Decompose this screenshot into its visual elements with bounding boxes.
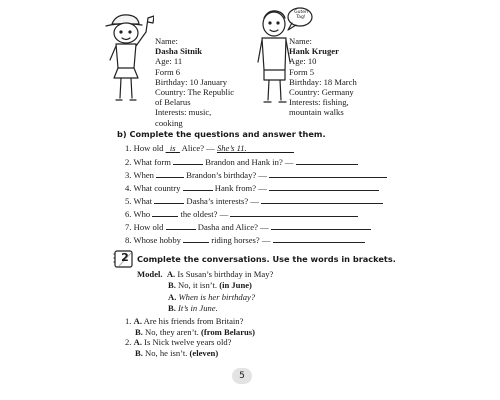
profile-form: Form 5 (289, 66, 315, 77)
answer-blank[interactable] (183, 182, 213, 191)
question-text: the oldest? — (178, 209, 231, 219)
profile-name: Hank Kruger (289, 46, 339, 57)
question-text: When (133, 170, 157, 180)
question-text: How old (133, 222, 166, 232)
question-number: 8. (125, 235, 132, 245)
answer-blank[interactable] (261, 195, 383, 204)
line-text: No, they aren’t. (145, 326, 199, 337)
item-number: 1. (125, 316, 132, 326)
profile-birthday: Birthday: 10 January (155, 76, 228, 87)
line-text: Is Nick twelve years old? (144, 337, 232, 347)
girl-illustration (98, 6, 154, 106)
answer-blank[interactable] (152, 208, 178, 217)
profile-form: Form 6 (155, 66, 181, 77)
question-text: Whose hobby (133, 235, 184, 245)
item-number: 2. (125, 337, 132, 347)
line-text: Are his friends from Britain? (143, 316, 244, 326)
question-number: 7. (125, 222, 132, 232)
question-number: 5. (125, 196, 132, 206)
profile-birthday: Birthday: 18 March (289, 76, 357, 87)
bracket-hint: (from Belarus) (200, 326, 256, 337)
line-text: No, he isn’t. (145, 347, 188, 358)
question-text: What (133, 196, 155, 206)
question-8 (125, 234, 365, 245)
profile-country: Country: Germany (289, 87, 354, 98)
question-text: Hank from? — (212, 183, 269, 193)
profile-interests: Interests: fishing, (289, 97, 349, 108)
profile-interests-cont: mountain walks (289, 107, 344, 118)
question-text: How old (133, 143, 166, 153)
answer-blank[interactable] (173, 156, 203, 165)
profile-country: Country: The Republic (155, 87, 235, 98)
profile-name: Dasha Sitnik (155, 46, 203, 57)
speaker-a: A. (133, 316, 142, 326)
answer-blank[interactable] (269, 182, 379, 191)
question-text: Who (133, 209, 153, 219)
question-6 (125, 208, 358, 219)
profile-age: Age: 10 (289, 56, 317, 67)
speaker-b: B. (135, 326, 143, 337)
answer-blank[interactable] (230, 208, 358, 217)
question-text: What country (133, 183, 183, 193)
question-4 (125, 182, 379, 193)
question-text: Brandon and Hank in? — (203, 157, 296, 167)
line-text: When is her birthday? (178, 292, 256, 302)
bracket-hint: (eleven) (189, 347, 219, 358)
speaker-a: A. (133, 337, 142, 347)
exercise-2-heading: Complete the conversations. Use the words in brackets. (137, 254, 396, 264)
profile-interests-cont: cooking (155, 117, 183, 128)
speaker-b: B. (168, 279, 176, 290)
model-conversation (137, 269, 273, 290)
question-number: 2. (125, 157, 132, 167)
speaker-a: A. (166, 269, 176, 279)
answer-text: She’s 11. (216, 143, 247, 153)
profile-age: Age: 11 (155, 56, 183, 67)
question-2 (125, 156, 358, 167)
answer-blank[interactable] (273, 234, 365, 243)
profile-hank (289, 36, 414, 118)
speaker-b: B. (135, 347, 143, 358)
question-number: 6. (125, 209, 132, 219)
line-text: No, it isn’t. (178, 279, 218, 290)
answer-blank[interactable] (154, 195, 184, 204)
answer-blank[interactable] (166, 221, 196, 230)
question-text: Brandon’s birthday? — (184, 170, 270, 180)
question-1 (125, 143, 294, 153)
question-text: Alice? — (179, 143, 217, 153)
exercise-number: 2 (121, 251, 129, 264)
filled-blank: is (169, 143, 176, 153)
question-3 (125, 169, 387, 180)
question-text: riding horses? — (209, 235, 273, 245)
question-7 (125, 221, 371, 232)
model-label: Model. (137, 269, 163, 279)
question-number: 1. (125, 143, 132, 153)
answer-blank[interactable] (269, 169, 387, 178)
question-text: What form (133, 157, 174, 167)
answer-blank[interactable] (156, 169, 184, 178)
profile-country-cont: of Belarus (155, 97, 191, 108)
speaker-a: A. (168, 292, 177, 302)
question-text: Dasha and Alice? — (195, 222, 271, 232)
name-label: Name: (155, 36, 178, 46)
answer-blank[interactable] (296, 156, 358, 165)
bracket-hint: (in June) (219, 279, 252, 290)
line-text: It’s in June. (178, 302, 218, 313)
question-text: Dasha’s interests? — (184, 196, 262, 206)
name-label: Name: (289, 36, 312, 46)
question-5 (125, 195, 383, 206)
answer-blank[interactable] (183, 234, 209, 243)
speech-bubble-text: Guten Tag! (294, 10, 308, 20)
section-b-heading: b) Complete the questions and answer them. (117, 129, 326, 139)
conversation-2 (125, 337, 231, 358)
speaker-b: B. (168, 302, 176, 313)
profile-interests: Interests: music, (155, 107, 212, 118)
question-number: 4. (125, 183, 132, 193)
conversation-1 (125, 316, 255, 337)
question-number: 3. (125, 170, 132, 180)
answer-blank[interactable] (271, 221, 371, 230)
line-text: Is Susan’s birthday in May? (177, 269, 274, 279)
model-answer (168, 292, 255, 313)
page-number: 5 (232, 368, 252, 384)
